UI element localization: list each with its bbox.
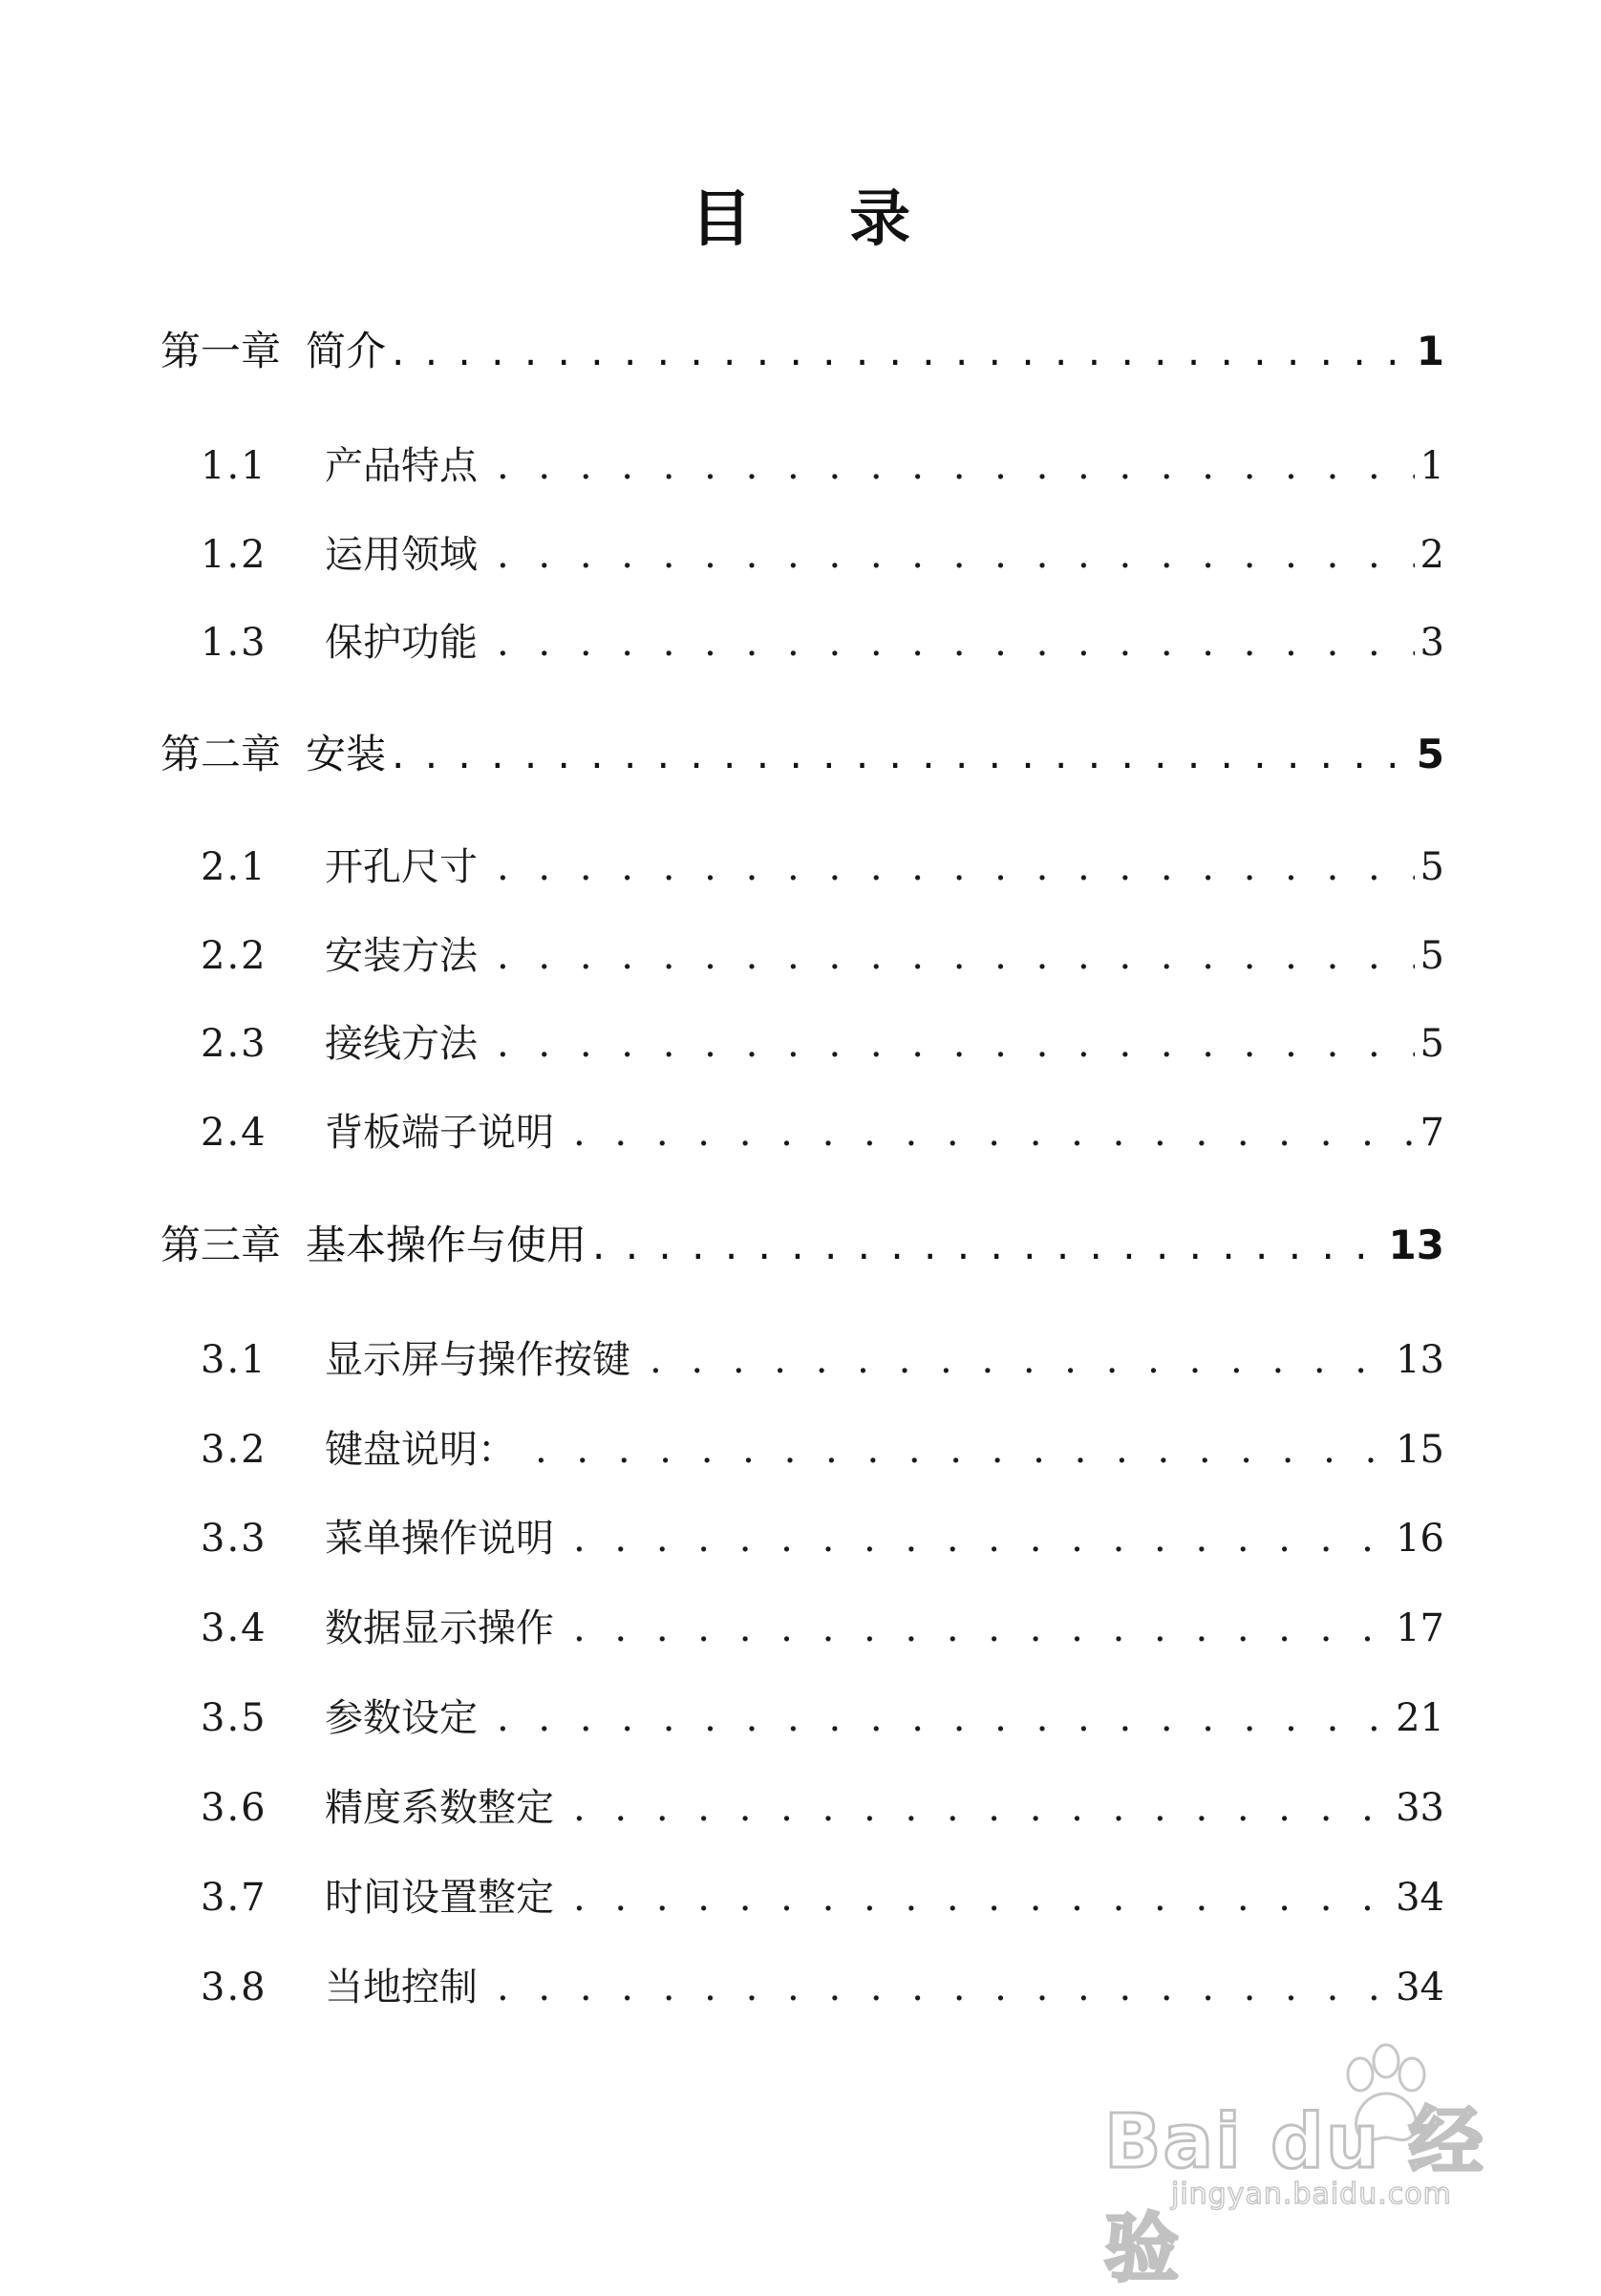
- chapter-number: 第一章: [160, 328, 282, 374]
- section-title: 数据显示操作: [325, 1606, 554, 1650]
- toc-section-3-5[interactable]: [201, 1693, 1444, 1743]
- section-number: 3.5: [201, 1696, 267, 1740]
- toc-section-3-4[interactable]: [201, 1604, 1444, 1653]
- section-title: 开孔尺寸: [325, 845, 478, 889]
- dot-leader: [497, 618, 1415, 668]
- toc-chapter-3[interactable]: [160, 1221, 1444, 1270]
- section-title: 接线方法: [325, 1022, 478, 1066]
- chapter-title: 简介: [306, 328, 387, 374]
- page-number: 16: [1396, 1517, 1444, 1561]
- dot-leader: [573, 1873, 1390, 1923]
- toc-section-2-4[interactable]: [201, 1108, 1444, 1158]
- section-number: 1.1: [201, 444, 267, 488]
- dot-leader: [573, 1514, 1390, 1563]
- chapter-title: 基本操作与使用: [306, 1222, 587, 1268]
- section-number: 3.6: [201, 1786, 267, 1830]
- section-number: 3.3: [201, 1517, 267, 1561]
- dot-leader: [497, 931, 1415, 981]
- toc-section-3-3[interactable]: [201, 1514, 1444, 1563]
- section-number: 1.3: [201, 621, 267, 665]
- section-title: 精度系数整定: [325, 1786, 554, 1830]
- toc-section-3-1[interactable]: [201, 1335, 1444, 1385]
- section-title: 参数设定: [325, 1696, 478, 1740]
- dot-leader: [497, 1019, 1415, 1069]
- section-title: 背板端子说明: [325, 1111, 554, 1155]
- chapter-number: 第二章: [160, 731, 282, 777]
- page-number: 34: [1396, 1876, 1444, 1920]
- toc-section-2-2[interactable]: [201, 931, 1444, 981]
- section-title: 当地控制: [325, 1966, 478, 2009]
- page-number: 3: [1420, 621, 1444, 665]
- section-number: 1.2: [201, 533, 267, 577]
- page-number: 34: [1396, 1966, 1444, 2009]
- page-number: 5: [1416, 731, 1444, 777]
- section-number: 2.4: [201, 1111, 267, 1155]
- dot-leader: [573, 1108, 1415, 1158]
- section-title: 保护功能: [325, 621, 478, 665]
- page-number: 5: [1420, 934, 1444, 978]
- dot-leader: [497, 842, 1415, 892]
- page-title: 目 录: [690, 184, 950, 255]
- section-title: 键盘说明：: [325, 1428, 516, 1472]
- watermark-brand: Bai du 经验: [1104, 2099, 1485, 2292]
- section-number: 2.1: [201, 845, 267, 889]
- section-title: 显示屏与操作按键: [325, 1338, 630, 1382]
- page-number: 13: [1396, 1338, 1444, 1382]
- watermark-url: jingyan.baidu.com: [1171, 2178, 1452, 2211]
- dot-leader: [535, 1425, 1390, 1475]
- section-title: 安装方法: [325, 934, 478, 978]
- toc-section-1-2[interactable]: [201, 530, 1444, 580]
- toc-section-2-3[interactable]: [201, 1019, 1444, 1069]
- dot-leader: [497, 530, 1415, 580]
- chapter-title: 安装: [306, 731, 387, 777]
- toc-section-2-1[interactable]: [201, 842, 1444, 892]
- page-number: 1: [1416, 328, 1444, 374]
- baidu-jingyan-watermark: [1066, 2034, 1505, 2292]
- dot-leader: [573, 1604, 1390, 1653]
- toc-section-3-8[interactable]: [201, 1963, 1444, 2012]
- section-number: 2.2: [201, 934, 267, 978]
- page-number: 2: [1420, 533, 1444, 577]
- dot-leader: [497, 441, 1415, 491]
- section-number: 3.1: [201, 1338, 267, 1382]
- toc-chapter-1[interactable]: [160, 327, 1444, 376]
- section-title: 运用领域: [325, 533, 478, 577]
- section-title: 产品特点: [325, 444, 478, 488]
- toc-section-1-3[interactable]: [201, 618, 1444, 668]
- toc-section-3-2[interactable]: [201, 1425, 1444, 1475]
- toc-section-3-7[interactable]: [201, 1873, 1444, 1923]
- page-number: 17: [1396, 1606, 1444, 1650]
- section-number: 2.3: [201, 1022, 267, 1066]
- dot-leader: [497, 1963, 1390, 2012]
- page-number: 1: [1420, 444, 1444, 488]
- dot-leader: [392, 327, 1411, 376]
- dot-leader: [392, 730, 1411, 779]
- section-number: 3.7: [201, 1876, 267, 1920]
- section-title: 时间设置整定: [325, 1876, 554, 1920]
- page-number: 33: [1396, 1786, 1444, 1830]
- section-number: 3.2: [201, 1428, 267, 1472]
- section-title: 菜单操作说明: [325, 1517, 554, 1561]
- dot-leader: [650, 1335, 1390, 1385]
- toc-section-1-1[interactable]: [201, 441, 1444, 491]
- chapter-number: 第三章: [160, 1222, 282, 1268]
- dot-leader: [497, 1693, 1390, 1743]
- page-number: 5: [1420, 845, 1444, 889]
- dot-leader: [592, 1221, 1383, 1270]
- section-number: 3.8: [201, 1966, 267, 2009]
- section-number: 3.4: [201, 1606, 267, 1650]
- page-number: 13: [1388, 1222, 1444, 1268]
- page-number: 15: [1396, 1428, 1444, 1472]
- page-number: 21: [1396, 1696, 1444, 1740]
- toc-section-3-6[interactable]: [201, 1783, 1444, 1833]
- toc-chapter-2[interactable]: [160, 730, 1444, 779]
- page-number: 5: [1420, 1022, 1444, 1066]
- page-number: 7: [1420, 1111, 1444, 1155]
- dot-leader: [573, 1783, 1390, 1833]
